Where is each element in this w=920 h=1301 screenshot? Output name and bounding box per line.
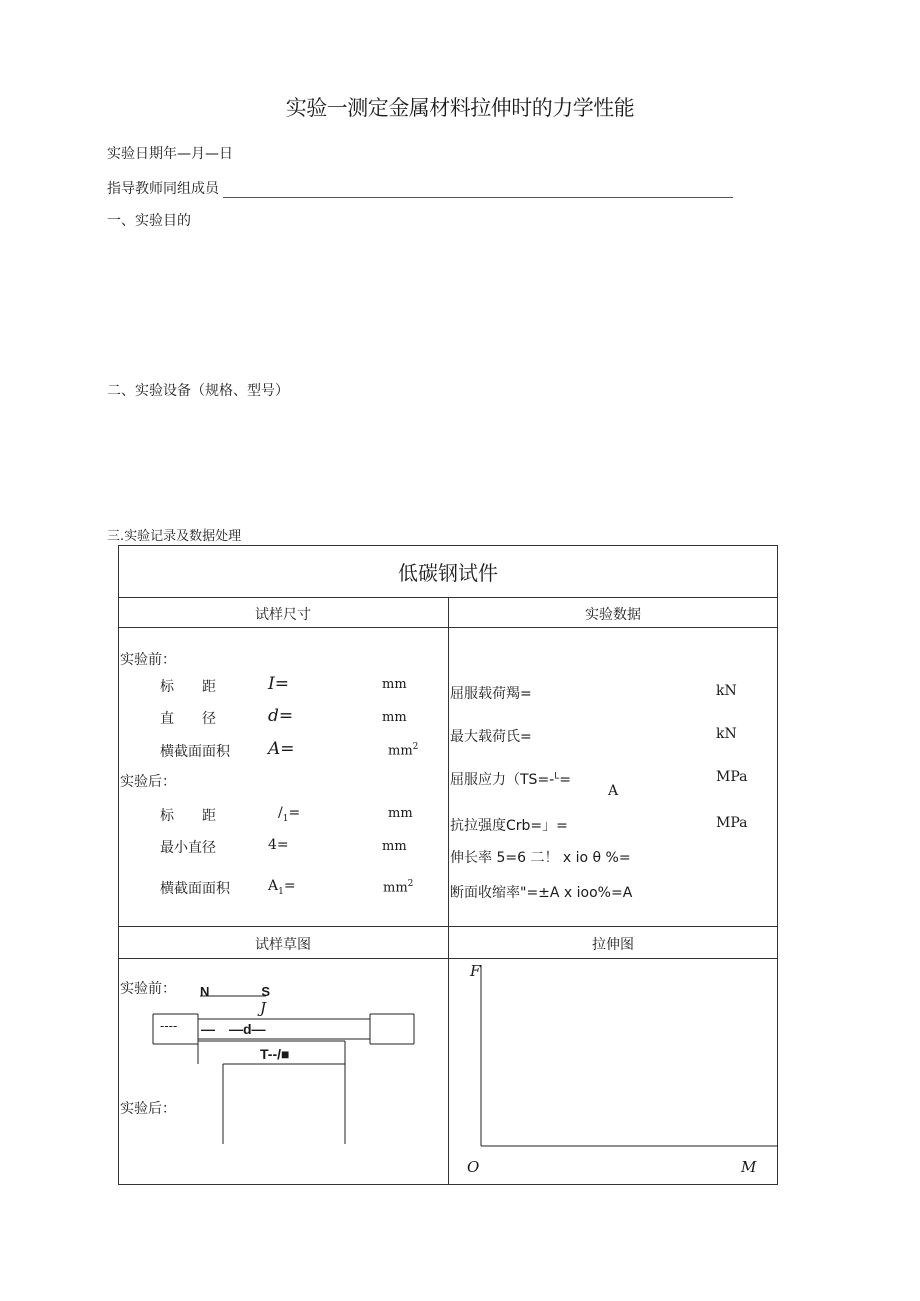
before-diameter-label: 直 径: [160, 711, 216, 727]
col-header-size: 试样尺寸: [255, 607, 311, 623]
axis-label-origin: O: [467, 1158, 480, 1176]
axis-label-f: F: [470, 962, 481, 980]
section-purpose: 一、实验目的: [107, 213, 191, 229]
area-reduction: 断面收缩率"=±A x ioo%=A: [450, 885, 633, 901]
col-header-sketch: 试样草图: [255, 937, 311, 953]
members-underline: [223, 183, 733, 198]
table-title: 低碳钢试件: [398, 561, 498, 585]
teacher-line: [107, 178, 733, 198]
section-equipment: 二、实验设备（规格、型号）: [107, 383, 289, 399]
sketch-centerline: ----: [160, 1019, 178, 1033]
tensile-strength-unit: MPa: [716, 815, 748, 831]
axis-label-m: M: [741, 1158, 757, 1176]
yield-load: 屈服载荷羯=: [450, 686, 532, 702]
sketch-ns-label: N S: [200, 984, 271, 999]
before-gauge-label: 标 距: [160, 679, 216, 695]
before-label: 实验前：: [120, 652, 176, 668]
before-area-unit: $mm^2$: [388, 742, 419, 759]
yield-stress: 屈服应力（TS=-$^L$=: [450, 771, 571, 788]
yield-stress-unit: MPa: [716, 769, 748, 785]
before-gauge-unit: mm: [382, 677, 407, 692]
yield-load-unit: kN: [716, 683, 737, 699]
specimen-sketch: [148, 976, 428, 1151]
max-load-unit: kN: [716, 726, 737, 742]
tensile-curve-axes: [460, 960, 778, 1184]
experiment-date: 实验日期年—月—日: [107, 146, 233, 162]
sketch-j-label: J: [260, 999, 267, 1017]
after-area-unit: $mm^2$: [383, 879, 414, 896]
yield-stress-denominator: A: [608, 783, 619, 799]
table-column-divider: [448, 597, 449, 1185]
after-label: 实验后：: [120, 774, 176, 790]
after-gauge-symbol: $/_1=$: [278, 805, 301, 824]
before-diameter-unit: mm: [382, 710, 407, 725]
after-area-symbol: $A_1=$: [268, 878, 296, 897]
col-header-data: 实验数据: [585, 607, 641, 623]
section-records: 三.实验记录及数据处理: [107, 529, 242, 544]
teacher-label: 指导教师同组成员: [107, 181, 219, 197]
tensile-strength: 抗拉强度Crb=」=: [450, 818, 568, 834]
sketch-after-label: 实验后：: [120, 1101, 176, 1117]
after-min-diameter-symbol: 4=: [268, 837, 289, 853]
col-header-curve: 拉伸图: [592, 937, 634, 953]
after-gauge-unit: mm: [388, 806, 413, 821]
after-min-diameter-unit: mm: [382, 839, 407, 854]
before-gauge-symbol: I=: [268, 674, 289, 694]
max-load: 最大载荷氏=: [450, 729, 532, 745]
page-title: 实验一测定金属材料拉伸时的力学性能: [285, 96, 635, 120]
table-border-top: [118, 545, 778, 546]
sketch-before-label: 实验前：: [120, 981, 176, 997]
table-border-left: [118, 545, 119, 1185]
after-area-label: 横截面面积: [160, 881, 230, 897]
elongation: 伸长率 5=6 二！ x io θ %=: [450, 850, 631, 866]
sketch-diameter-label: — —d—: [201, 1021, 266, 1037]
after-min-diameter-label: 最小直径: [160, 840, 216, 856]
before-area-label: 横截面面积: [160, 744, 230, 760]
before-diameter-symbol: d=: [268, 706, 294, 726]
before-area-symbol: A=: [268, 739, 295, 759]
sketch-t-label: T--/■: [260, 1046, 290, 1062]
after-gauge-label: 标 距: [160, 808, 216, 824]
